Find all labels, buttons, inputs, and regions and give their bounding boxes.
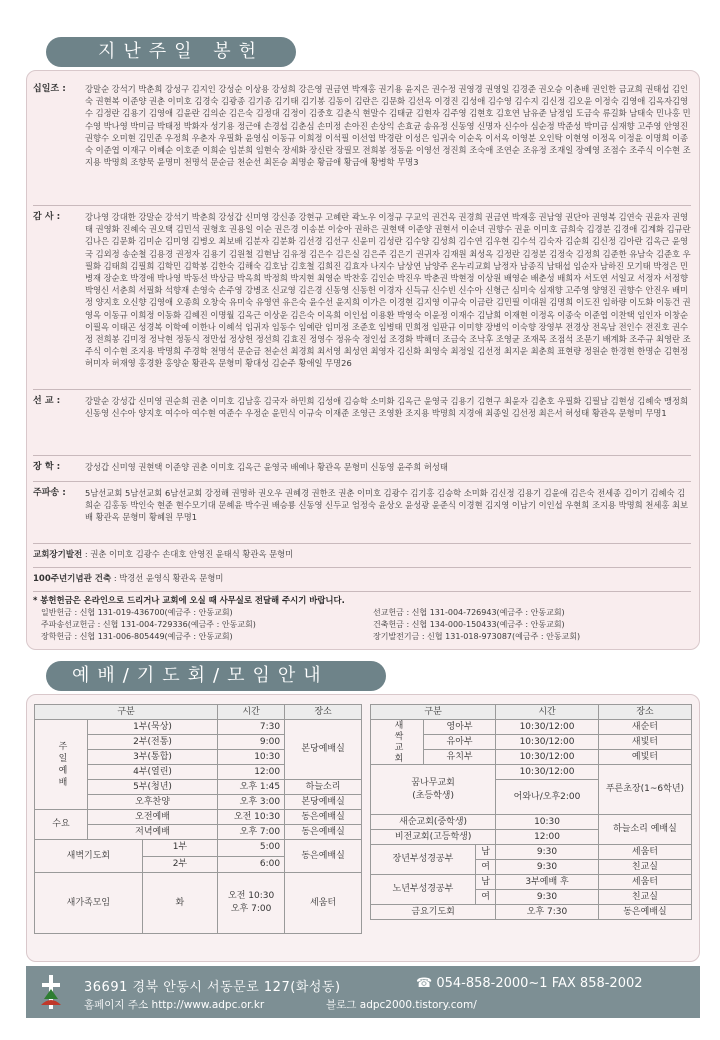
divider	[33, 543, 691, 544]
header-category: 구분	[371, 705, 496, 720]
divider	[33, 455, 691, 456]
dawn-part: 1부	[142, 840, 217, 857]
service-name: 오후찬양	[88, 795, 218, 810]
table-row	[371, 875, 692, 890]
dedication-row-anniversary: 100주년기념관 건축 : 박경선 윤영식 황관옥 문형미	[33, 573, 224, 584]
row-text: 강성갑 신미영 권현택 이준양 권춘 이미호 김옥근 윤영국 배예나 황관옥 문형미 신동영 윤주희 허성태	[85, 462, 448, 472]
account-building: 건축헌금 : 신협 134-000-150433(예금주 : 안동교회)	[373, 620, 565, 629]
kkum-time: 10:30/12:00	[496, 765, 599, 780]
offering-notice-text: * 봉헌헌금은 온라인으로 드리거나 교회에 오실 때 사무실로 전달해 주시기 바랍니다.	[33, 595, 345, 605]
dept-name: 유아부	[424, 735, 496, 750]
row-label: 십일조 :	[33, 84, 66, 94]
service-name: 1부(묵상)	[88, 720, 218, 735]
row-text: 강말순 강성갑 신미영 권순희 권춘 이미호 김남홍 김국자 하민희 김성애 김승학 소미화 김옥근 윤영국 김용기 김현구 최윤자 김춘호 우필화 김필남 김현성 김혜숙 맹정희 신동영 신수아 양지호 여수아 여수현 여준수 우정순 윤민식 이규숙 이재준 조영근 조영환 조지용 박명희 지경애 최종일 김선정 최은서 허성태 황관옥 문형미 무명1	[85, 396, 689, 419]
table-row	[371, 815, 692, 830]
service-name: 오전예배	[88, 810, 218, 825]
service-time: 오후 1:45	[218, 780, 285, 795]
anniversary-label: 100주년기념관 건축	[33, 574, 112, 584]
service-name: 2부(전통)	[88, 735, 218, 750]
dept-place: 새빛터	[598, 735, 691, 750]
dawn-time: 6:00	[218, 856, 285, 873]
service-name: 3부(통합)	[88, 750, 218, 765]
service-time: 10:30	[218, 750, 285, 765]
dedication-row-mission	[33, 395, 691, 419]
new-family-time-2: 오후 7:00	[230, 904, 272, 914]
friday-place: 동은예배실	[598, 905, 691, 920]
divider	[33, 205, 691, 206]
account-scholarship: 장학헌금 : 신협 131-006-805449(예금주 : 안동교회)	[41, 632, 233, 641]
middle-name: 새순교회(중학생)	[371, 815, 496, 830]
new-family-name: 새가족모임	[35, 873, 143, 934]
divider	[33, 389, 691, 390]
study-time: 9:30	[496, 890, 599, 905]
study-time: 3부예배 후	[496, 875, 599, 890]
service-place: 동은예배실	[285, 825, 362, 840]
dept-place: 새순터	[598, 720, 691, 735]
account-general: 일반헌금 : 신협 131-019-436700(예금주 : 안동교회)	[41, 608, 233, 617]
dawn-prayer-name: 새벽기도회	[35, 840, 143, 873]
row-text: 5남선교회 5남선교회 6남선교회 강정해 권명하 권오우 권혜경 권한조 권춘 이미호 김광수 김기홍 김승학 소미화 김신정 김용기 김윤애 김은숙 전세종 김이기 김혜숙 김희순 김홍동 박인숙 현준 현수모기대 문혜윤 박수권 배승룡 신동영 신두교 엄정숙 윤상오 윤성광 윤준식 이경현 김지영 이남기 이인섭 우현희 조지용 박명희 천세홍 최보배 황관옥 문형미 황혜원 무명1	[85, 488, 689, 523]
section-title-dedication	[46, 37, 296, 67]
section-title-schedule	[46, 661, 386, 691]
footer-blog[interactable]: 블로그 adpc2000.tistory.com/	[326, 999, 477, 1011]
senior-o-name: 노년부성경공부	[371, 875, 476, 905]
header-category: 구분	[35, 705, 218, 720]
service-place: 하늘소리	[285, 780, 362, 795]
divider	[33, 481, 691, 482]
kkum-time-2: 어와나/오후2:00	[496, 780, 599, 815]
table-row	[35, 720, 362, 735]
table-row	[35, 810, 362, 825]
service-place: 본당예배실	[285, 720, 362, 780]
dawn-place: 동은예배실	[285, 840, 362, 873]
table-row	[35, 840, 362, 857]
study-time: 9:30	[496, 860, 599, 875]
gender: 남	[475, 845, 495, 860]
dept-time: 10:30/12:00	[496, 750, 599, 765]
dept-place: 예빛터	[598, 750, 691, 765]
footer-address: 36691 경북 안동시 서동문로 127(화성동)	[84, 980, 341, 995]
table-row	[371, 765, 692, 780]
new-family-time	[218, 873, 285, 934]
senior-m-name: 장년부성경공부	[371, 845, 476, 875]
service-place: 동은예배실	[285, 810, 362, 825]
middle-time: 10:30	[496, 815, 599, 830]
service-time: 7:30	[218, 720, 285, 735]
account-mission: 선교헌금 : 신협 131-004-726943(예금주 : 안동교회)	[373, 608, 565, 617]
offering-notice	[33, 594, 691, 606]
account-weekly-mission: 주파송선교헌금 : 신협 131-004-729336(예금주 : 안동교회)	[41, 620, 256, 629]
header-time: 시간	[218, 705, 285, 720]
study-place: 세움터	[598, 845, 691, 860]
footer-homepage[interactable]: 홈페이지 주소 http://www.adpc.or.kr	[84, 999, 265, 1011]
dept-name: 영아부	[424, 720, 496, 735]
sunday-worship-label: 주일예배	[35, 720, 88, 810]
dept-name: 유치부	[424, 750, 496, 765]
gender: 여	[475, 890, 495, 905]
new-family-place: 세움터	[285, 873, 362, 934]
service-name: 저녁예배	[88, 825, 218, 840]
kkum-title: 꿈나무교회	[411, 777, 455, 788]
row-label: 감 사 :	[33, 212, 61, 222]
dedication-row-thanks	[33, 211, 691, 370]
table-row	[371, 845, 692, 860]
service-time: 12:00	[218, 765, 285, 780]
dept-time: 10:30/12:00	[496, 720, 599, 735]
kkum-sub: (초등학생)	[412, 790, 454, 801]
new-family-time-1: 오전 10:30	[228, 891, 275, 901]
service-name: 4부(열린)	[88, 765, 218, 780]
table-row	[35, 873, 362, 934]
dedication-panel	[26, 70, 700, 650]
schedule-table-left	[34, 704, 362, 934]
row-label: 장 학 :	[33, 462, 61, 472]
service-name: 5부(청년)	[88, 780, 218, 795]
new-school-label: 새싹교회	[371, 720, 424, 765]
table-header-row	[35, 705, 362, 720]
dedication-row-scholarship	[33, 461, 691, 473]
table-row	[371, 720, 692, 735]
church-logo-icon	[40, 975, 62, 1009]
schedule-table-right	[370, 704, 692, 920]
header-place: 장소	[285, 705, 362, 720]
friday-name: 금요기도회	[371, 905, 496, 920]
gender: 남	[475, 875, 495, 890]
header-place: 장소	[598, 705, 691, 720]
divider	[33, 567, 691, 568]
middle-high-place: 하늘소리 예배실	[598, 815, 691, 845]
dept-time: 10:30/12:00	[496, 735, 599, 750]
study-place: 친교실	[598, 860, 691, 875]
service-place: 본당예배실	[285, 795, 362, 810]
new-family-day: 화	[142, 873, 217, 934]
section-title-dedication-text: 지난주일 봉헌	[98, 41, 265, 62]
table-row	[371, 905, 692, 920]
row-label: 선 교 :	[33, 396, 61, 406]
header-time: 시간	[496, 705, 599, 720]
church-fund-text: 권춘 이미호 김광수 손대호 안영진 윤태식 황관옥 문형미	[90, 549, 294, 559]
row-text: 강말순 강석기 박춘희 강성구 김지인 강성순 이상용 강성희 강은영 권금연 박재홍 권기용 윤지은 권수정 권영경 권영일 김경준 권오승 이춘배 권인한 금교희 권태섭 김인숙 권현복 이준양 권춘 이미호 김경숙 김광종 김기종 김기태 김기봉 김동이 김란은 김문화 김선옥 이경진 김성애 김수영 김수지 김신정 김오윤 이정숙 김영애 김옥자김영수 김정란 김용기 김영애 김윤란 김의순 김은숙 김정대 김정이 김중호 김춘식 현말수 김태균 김현자 김주영 김현호 김호연 남유준 남정임 도금숙 류길화 남태숙 민나홍 민수영 박나영 박미금 박태정 박화자 성기용 정근애 손경섭 김춘심 손미정 손아진 손상익 손효균 송유정 신동영 신명자 신수아 심순정 박준성 박미금 심재향 고주영 안영진 권향수 오미현 김민준 우정희 우춘자 우필화 윤영심 이동규 이희정 이석필 이선엽 박경란 이성은 임귀숙 이순옥 이서옥 이영분 오인탁 이현영 이정옥 이정윤 이명희 이종숙 이준엽 이재구 이혜순 이호준 이희순 임분희 임현숙 장세화 장신란 장필모 전희봉 정동윤 이영선 정진희 조숙애 조연순 조유정 조재일 장예영 조점수 조주식 이수현 조지용 박명희 조향묵 윤명미 천명석 문순금 천순선 최돈승 최명순 황금애 황금애 황병학 무명3	[85, 84, 691, 168]
dedication-row-tithe	[33, 83, 691, 168]
study-place: 세움터	[598, 875, 691, 890]
church-fund-label: 교회장기발전	[33, 550, 83, 560]
dedication-row-weekly-mission	[33, 487, 691, 524]
study-time: 9:30	[496, 845, 599, 860]
divider	[33, 591, 691, 592]
service-time: 오후 3:00	[218, 795, 285, 810]
footer-phone: ☎ 054-858-2000~1 FAX 858-2002	[416, 976, 643, 991]
table-header-row	[371, 705, 692, 720]
study-place: 친교실	[598, 890, 691, 905]
high-name: 비전교회(고등학생)	[371, 830, 496, 845]
high-time: 12:00	[496, 830, 599, 845]
service-time: 오전 10:30	[218, 810, 285, 825]
row-label: 주파송 :	[33, 488, 66, 498]
section-title-schedule-text: 예배/기도회/모임안내	[72, 665, 329, 686]
service-time: 9:00	[218, 735, 285, 750]
wednesday-label: 수요	[35, 810, 88, 840]
footer-bar	[26, 966, 700, 1018]
dedication-row-church-fund: 교회장기발전 : 권춘 이미호 김광수 손대호 안영진 윤태식 황관옥 문형미	[33, 549, 294, 560]
anniversary-text: 박경선 윤영식 황관옥 문형미	[119, 573, 224, 583]
dawn-time: 5:00	[218, 840, 285, 857]
dawn-part: 2부	[142, 856, 217, 873]
kkum-name	[371, 765, 496, 815]
row-text: 강나영 강대한 강말순 강석기 박춘희 강성갑 신미영 강신종 강현규 고혜란 곽노우 이정규 구교익 권건옥 권경희 권금연 박재홍 권남영 권단아 권영복 김연숙 권윤자 권영태 권영화 진혜숙 권오택 김민석 권형호 권용일 이순 권은경 이송분 이숭아 권하은 권현택 이준양 권현서 이순녀 권향수 권윤 이미호 금희숙 김경분 김경애 김계화 김규란 김나은 김문화 김미순 김미영 김병오 최보배 김분자 김분화 김선경 김선구 신윤미 김성란 김수양 김성희 김수연 김우현 김수석 김숙자 김순희 김신정 김아란 김옥근 윤영국 김외정 송순철 김용경 권정자 김용기 김원철 김현남 김유정 김은수 김은실 김은주 김은기 권귀자 김재원 최성옥 김정란 김정분 김정숙 김정희 김준한 유남숙 김준호 우필화 김태희 김필희 김학민 김학봉 김한숙 김해숙 김호남 김호철 김희진 김효자 나지수 남상연 남양주 온누리교회 남정자 남종직 남태섭 임순자 남하진 모기태 박정은 민병재 장순호 박경애 박나영 박동선 박상금 박옥희 박정희 박지현 최영순 박찬홍 김인순 박진우 박춘권 박현정 이상원 배영순 배춘성 배희자 서도연 서일교 서정자 서정향 박영신 서춘희 서필화 석향재 손영숙 손주영 강병조 신교영 김은경 신동영 신동헌 이경자 신득규 신수빈 신수아 신형근 심미숙 심재향 고주영 양영진 권향수 안진우 배미정 양지호 오신향 김영애 오종희 오창숙 유미숙 유영연 유은숙 윤수선 윤지희 이가은 이경현 김지영 이규숙 이금란 김민필 이대원 김명희 이도진 임하량 이도화 이동건 권영옥 이동규 이희정 이동화 김혜진 이명월 김옥근 이상운 김은숙 이옥희 이인섭 이용환 박영숙 이윤정 이재수 김남희 이재현 이정옥 이종숙 이준엽 이찬택 임인자 이창순 이필옥 이태곤 성경복 이학예 이한나 이혜석 임귀자 임동수 임예란 임미정 조준호 임병태 민희정 임판규 이미향 장병익 이숙향 장영부 전경상 전옥남 전인수 전진호 권수정 전희봉 김미정 정낙현 정동식 정만섭 정상헌 정선희 김효진 정영수 정유숙 정인섭 조경화 박해더 조금숙 조낙후 조영균 조재목 조점석 조문기 배계화 조주규 최영란 조주식 이수현 조지용 박명희 주경학 천명석 문순금 천순선 최경희 최서영 최성연 최영자 김신화 최영숙 최정일 김선정 최지운 최춘희 표현량 정원순 한경현 한명순 김현정 허미자 허재영 홍경환 홍양순 황관옥 문형미 황대성 김순주 황애일 무명26	[85, 212, 691, 369]
friday-time: 오후 7:30	[496, 905, 599, 920]
account-long-term: 장기발전기금 : 신협 131-018-973087(예금주 : 안동교회)	[373, 632, 581, 641]
gender: 여	[475, 860, 495, 875]
service-time: 오후 7:00	[218, 825, 285, 840]
kkum-place: 푸른초장(1~6학년)	[598, 765, 691, 815]
